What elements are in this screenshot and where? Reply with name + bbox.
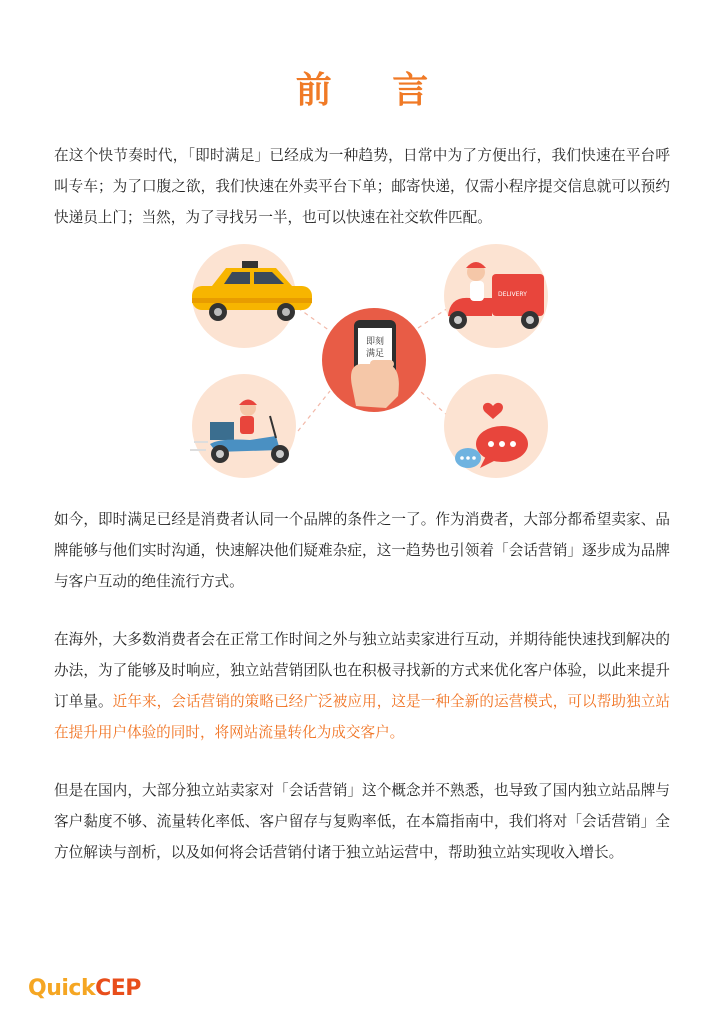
- scooter-courier-icon: [190, 374, 296, 478]
- page-title: 前 言: [295, 70, 453, 111]
- intro-paragraph-3: [54, 624, 670, 748]
- intro-paragraph-1: 在这个快节奏时代，「即时满足」已经成为一种趋势，日常中为了方便出行，我们快速在平台呼叫专车；为了口腹之欲，我们快速在外卖平台下单；邮寄快递，仅需小程序提交信息就可以预约快递员上门；当然，为了寻找另一半，也可以快速在社交软件匹配。: [54, 147, 670, 226]
- chat-bubbles-icon: [444, 374, 548, 478]
- paragraph-3-text: 在海外，大多数消费者会在正常工作时间之外与独立站卖家进行互动，并期待能快速找到解决的办法，为了能够及时响应，独立站营销团队也在积极寻找新的方式来优化客户体验，以此来提升订单量。: [54, 631, 670, 710]
- phone-instant-icon: [322, 308, 426, 412]
- phone-text-line1: 即刻: [365, 337, 385, 347]
- intro-paragraph-2: 如今，即时满足已经是消费者认同一个品牌的条件之一了。作为消费者，大部分都希望卖家、品牌能够与他们实时沟通，快速解决他们疑难杂症，这一趋势也引领着「会话营销」逐步成为品牌与客户互动的绝佳流行方式。: [54, 511, 670, 590]
- delivery-truck-icon: [444, 244, 548, 348]
- phone-text-line2: 满足: [365, 349, 385, 359]
- truck-label: DELIVERY: [498, 291, 527, 298]
- instant-gratification-illustration: [180, 236, 560, 486]
- taxi-icon: [192, 244, 312, 348]
- intro-paragraph-4: 但是在国内，大部分独立站卖家对「会话营销」这个概念并不熟悉，也导致了国内独立站品牌与客户黏度不够、流量转化率低、客户留存与复购率低，在本篇指南中，我们将对「会话营销」全方位解读与剖析，以及如何将会话营销付诸于独立站运营中，帮助独立站实现收入增长。: [54, 782, 670, 861]
- paragraph-3-highlight: 近年来，会话营销的策略已经广泛被应用，这是一种全新的运营模式，可以帮助独立站在提升用户体验的同时，将网站流量转化为成交客户。: [54, 693, 670, 741]
- quickcep-logo: QuickCEP: [28, 976, 141, 1001]
